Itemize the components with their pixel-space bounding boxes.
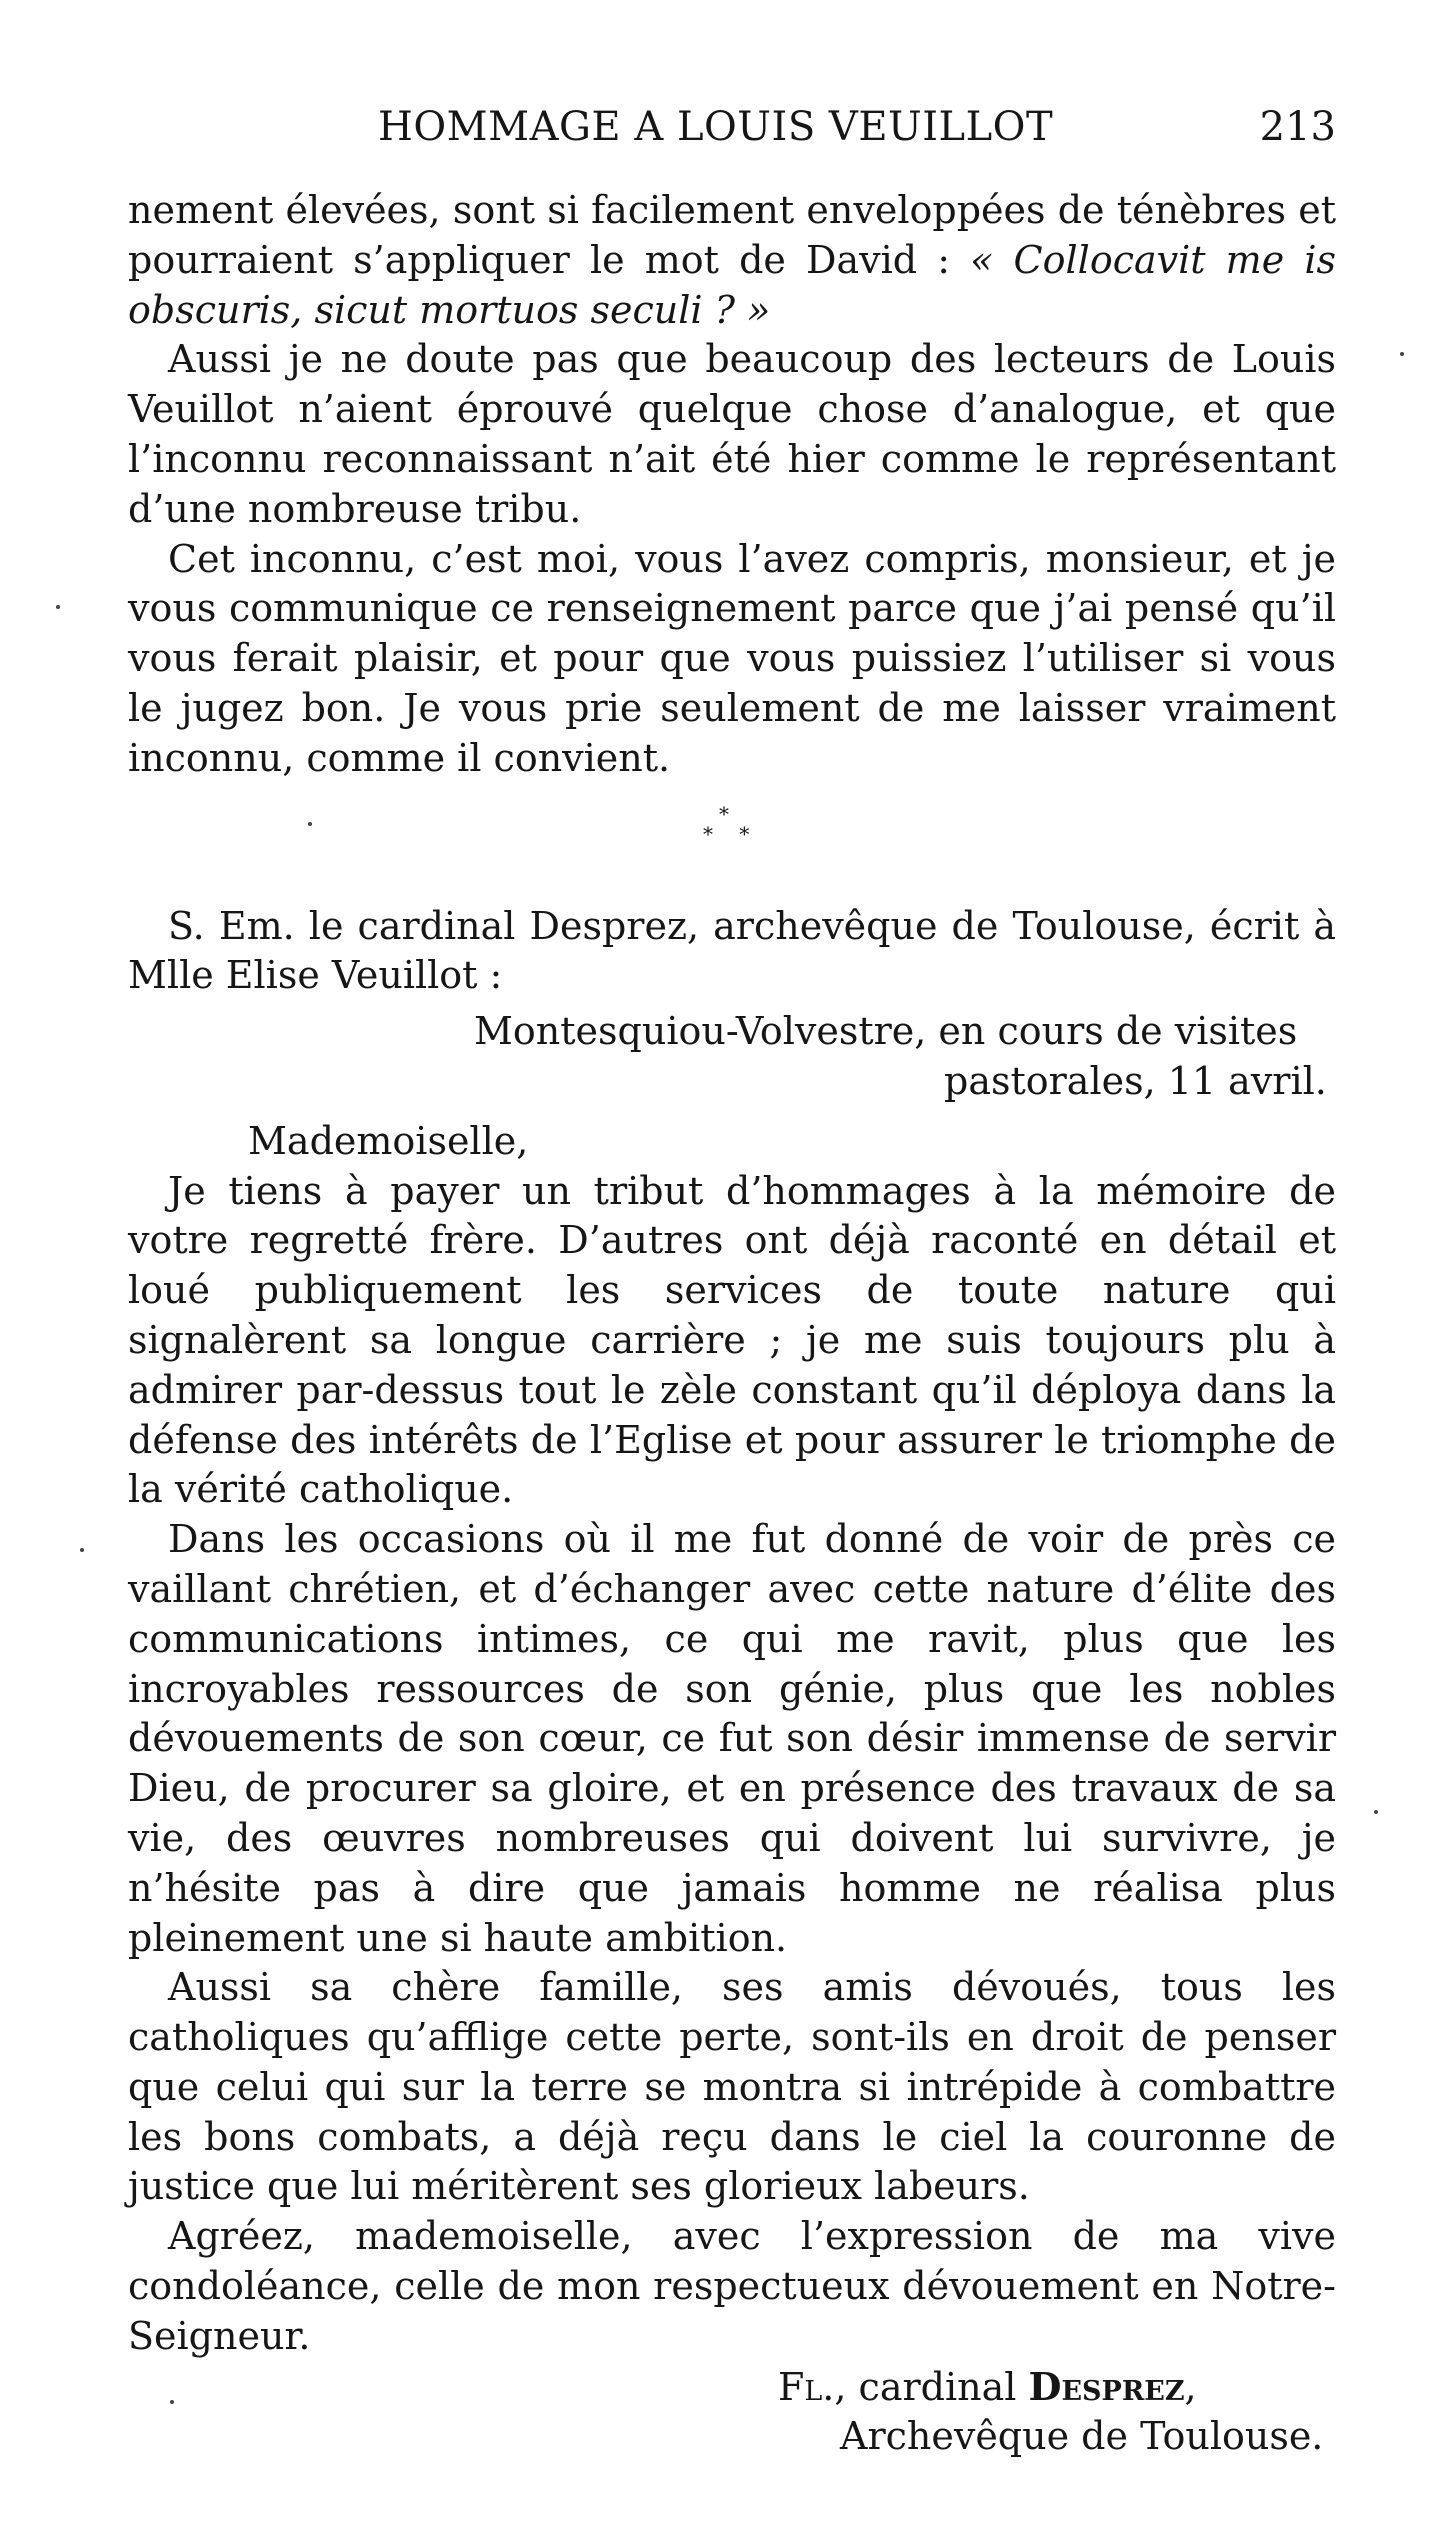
signature-middle: , cardinal bbox=[834, 2364, 1029, 2409]
letter-closing: Agréez, mademoiselle, avec l’expression de ma vive condoléance, celle de mon respectueux dévouement en Notre-Seigneur. bbox=[128, 2214, 1336, 2358]
paragraph-introduction: S. Em. le cardinal Desprez, archevêque de Toulouse, écrit à Mlle Elise Veuillot : bbox=[128, 903, 1336, 998]
paragraph-continuation bbox=[128, 186, 1336, 335]
paper-speck bbox=[80, 1548, 84, 1552]
paragraph-text: nement élevées, sont si facilement enveloppées de ténèbres et pourraient s’appliquer le mot de David : bbox=[128, 188, 1336, 282]
letter-signature bbox=[128, 2362, 1336, 2463]
signature-suffix: , bbox=[1184, 2364, 1197, 2409]
letter-dateline bbox=[128, 1007, 1394, 1107]
paper-speck bbox=[1400, 352, 1404, 356]
separator-stars-bottom: * * bbox=[703, 821, 760, 846]
signature-name: Desprez bbox=[1028, 2363, 1185, 2409]
letter-paragraph: Dans les occasions où il me fut donné de voir de près ce vaillant chrétien, et d’échanger avec cette nature d’élite des communications intimes, ce qui me ravit, plus que les incroyables ressources de son génie, plus que les nobles dévouements de son cœur, ce fut son désir immense de servir Dieu, de procurer sa gloire, et en présence des travaux de sa vie, des œuvres nombreuses qui doivent lui survivre, je n’hésite pas à dire que jamais homme ne réalisa plus pleinement une si haute ambition. bbox=[128, 1517, 1336, 1960]
paragraph: Aussi je ne doute pas que beaucoup des lecteurs de Louis Veuillot n’aient éprouvé quelque chose d’analogue, et que l’inconnu reconnaissant n’ait été hier comme le représentant d’une nombreuse tribu. bbox=[128, 337, 1336, 531]
separator-star-top: * bbox=[719, 801, 729, 826]
signature-title: Archevêque de Toulouse. bbox=[840, 2414, 1324, 2459]
latin-quotation: « Collocavit me is obscuris, sicut mortuos seculi ? » bbox=[128, 237, 1336, 332]
page-number: 213 bbox=[1259, 104, 1336, 150]
paper-speck bbox=[1374, 1810, 1378, 1814]
letter-paragraph: Aussi sa chère famille, ses amis dévoués, tous les catholiques qu’afflige cette perte, sont-ils en droit de penser que celui qui sur la terre se montra si intrépide à combattre les bons combats, a déjà reçu dans le ciel la couronne de justice que lui méritèrent ses glorieux labeurs. bbox=[128, 1965, 1336, 2209]
signature-name-line bbox=[778, 2362, 1336, 2413]
letter-salutation: Mademoiselle, bbox=[248, 1118, 529, 1163]
signature-prefix: Fl. bbox=[778, 2364, 835, 2409]
section-separator bbox=[128, 784, 1336, 902]
dateline-date: pastorales, 11 avril. bbox=[944, 1058, 1327, 1103]
letter-paragraph: Je tiens à payer un tribut d’hommages à la mémoire de votre regretté frère. D’autres ont déjà raconté en détail et loué publiquement les services de toute nature qui signalèrent sa longue carrière ; je me suis toujours plu à admirer par-dessus tout le zèle constant qu’il déploya dans la défense des intérêts de l’Eglise et pour assurer le triomphe de la vérité catholique. bbox=[128, 1168, 1336, 1512]
paper-speck bbox=[170, 2400, 174, 2404]
running-title: HOMMAGE A LOUIS VEUILLOT bbox=[378, 104, 1054, 150]
paper-speck bbox=[308, 822, 312, 826]
page-header bbox=[128, 104, 1336, 164]
page-body bbox=[128, 186, 1336, 2462]
paper-speck bbox=[56, 605, 60, 609]
dateline-place: Montesquiou-Volvestre, en cours de visites bbox=[474, 1009, 1298, 1054]
paragraph: Cet inconnu, c’est moi, vous l’avez compris, monsieur, et je vous communique ce renseignement parce que j’ai pensé qu’il vous ferait plaisir, et pour que vous puissiez l’utiliser si vous le jugez bon. Je vous prie seulement de me laisser vraiment inconnu, comme il convient. bbox=[128, 536, 1336, 780]
